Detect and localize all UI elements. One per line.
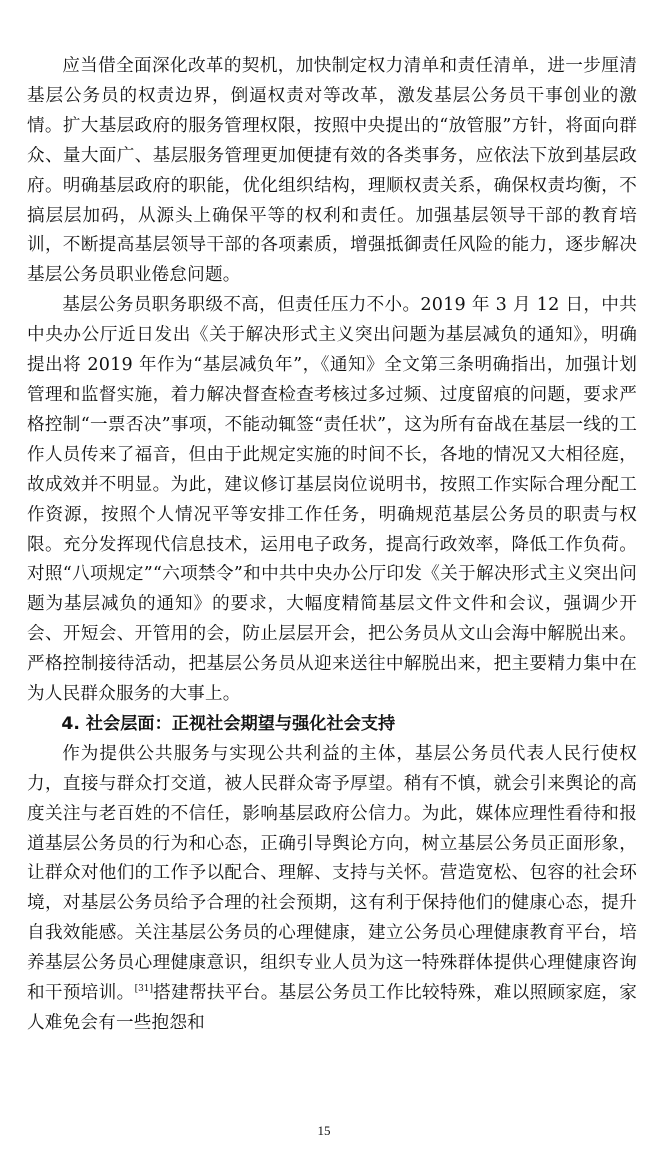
paragraph-burden-reduction: 基层公务员职务职级不高，但责任压力不小。2019 年 3 月 12 日，中共中央办公厅近日发出《关于解决形式主义突出问题为基层减负的通知》，明确提出将 2019 年作为“基层减负年”，《通知》全文第三条明确指出，加强计划管理和监督实施，着力解决督查检查考核过多过频、过度留痕的问题，要求严格控制“一票否决”事项，不能动辄签“责任状”，这为所有奋战在基层一线的工作人员传来了福音，但由于此规定实施的时间不长，各地的情况又大相径庭，故成效并不明显。为此，建议修订基层岗位说明书，按照工作实际合理分配工作资源，按照个人情况平等安排工作任务，明确规范基层公务员的职责与权限。充分发挥现代信息技术，运用电子政务，提高行政效率，降低工作负荷。对照“八项规定”“六项禁令”和中共中央办公厅印发《关于解决形式主义突出问题为基层减负的通知》的要求，大幅度精简基层文件文件和会议，强调少开会、开短会、开管用的会，防止层层开会，把公务员从文山会海中解脱出来。严格控制接待活动，把基层公务员从迎来送往中解脱出来，把主要精力集中在为人民群众服务的大事上。 (27, 295, 637, 705)
document-body (27, 52, 637, 1039)
paragraph-social-support (27, 740, 637, 1039)
citation-marker: [31] (134, 984, 154, 995)
paragraph-social-support-text: 作为提供公共服务与实现公共利益的主体，基层公务员代表人民行使权力，直接与群众打交道，被人民群众寄予厚望。稍有不慎，就会引来舆论的高度关注与老百姓的不信任，影响基层政府公信力。为此，媒体应理性看待和报道基层公务员的行为和心态，正确引导舆论方向，树立基层公务员正面形象，让群众对他们的工作予以配合、理解、支持与关怀。营造宽松、包容的社会环境，对基层公务员给予合理的社会预期，这有利于保持他们的健康心态，提升自我效能感。关注基层公务员的心理健康，建立公务员心理健康教育平台，培养基层公务员心理健康意识，组织专业人员为这一特殊群体提供心理健康咨询和干预培训。 (27, 743, 637, 1004)
paragraph-social-support-continued: 搭建帮扶平台。基层公务员工作比较特殊，难以照顾家庭，家人难免会有一些抱怨和 (27, 983, 638, 1033)
section-heading-social-level: 4. 社会层面：正视社会期望与强化社会支持 (61, 713, 396, 734)
paragraph-power-responsibility-lists: 应当借全面深化改革的契机，加快制定权力清单和责任清单，进一步厘清基层公务员的权责边界，倒逼权责对等改革，激发基层公务员干事创业的激情。扩大基层政府的服务管理权限，按照中央提出的“放管服”方针，将面向群众、量大面广、基层服务管理更加便捷有效的各类事务，应依法下放到基层政府。明确基层政府的职能，优化组织结构，理顺权责关系，确保权责均衡，不搞层层加码，从源头上确保平等的权利和责任。加强基层领导干部的教育培训，不断提高基层领导干部的各项素质，增强抵御责任风险的能力，逐步解决基层公务员职业倦怠问题。 (27, 56, 637, 286)
page-number: 15 (317, 1123, 331, 1138)
